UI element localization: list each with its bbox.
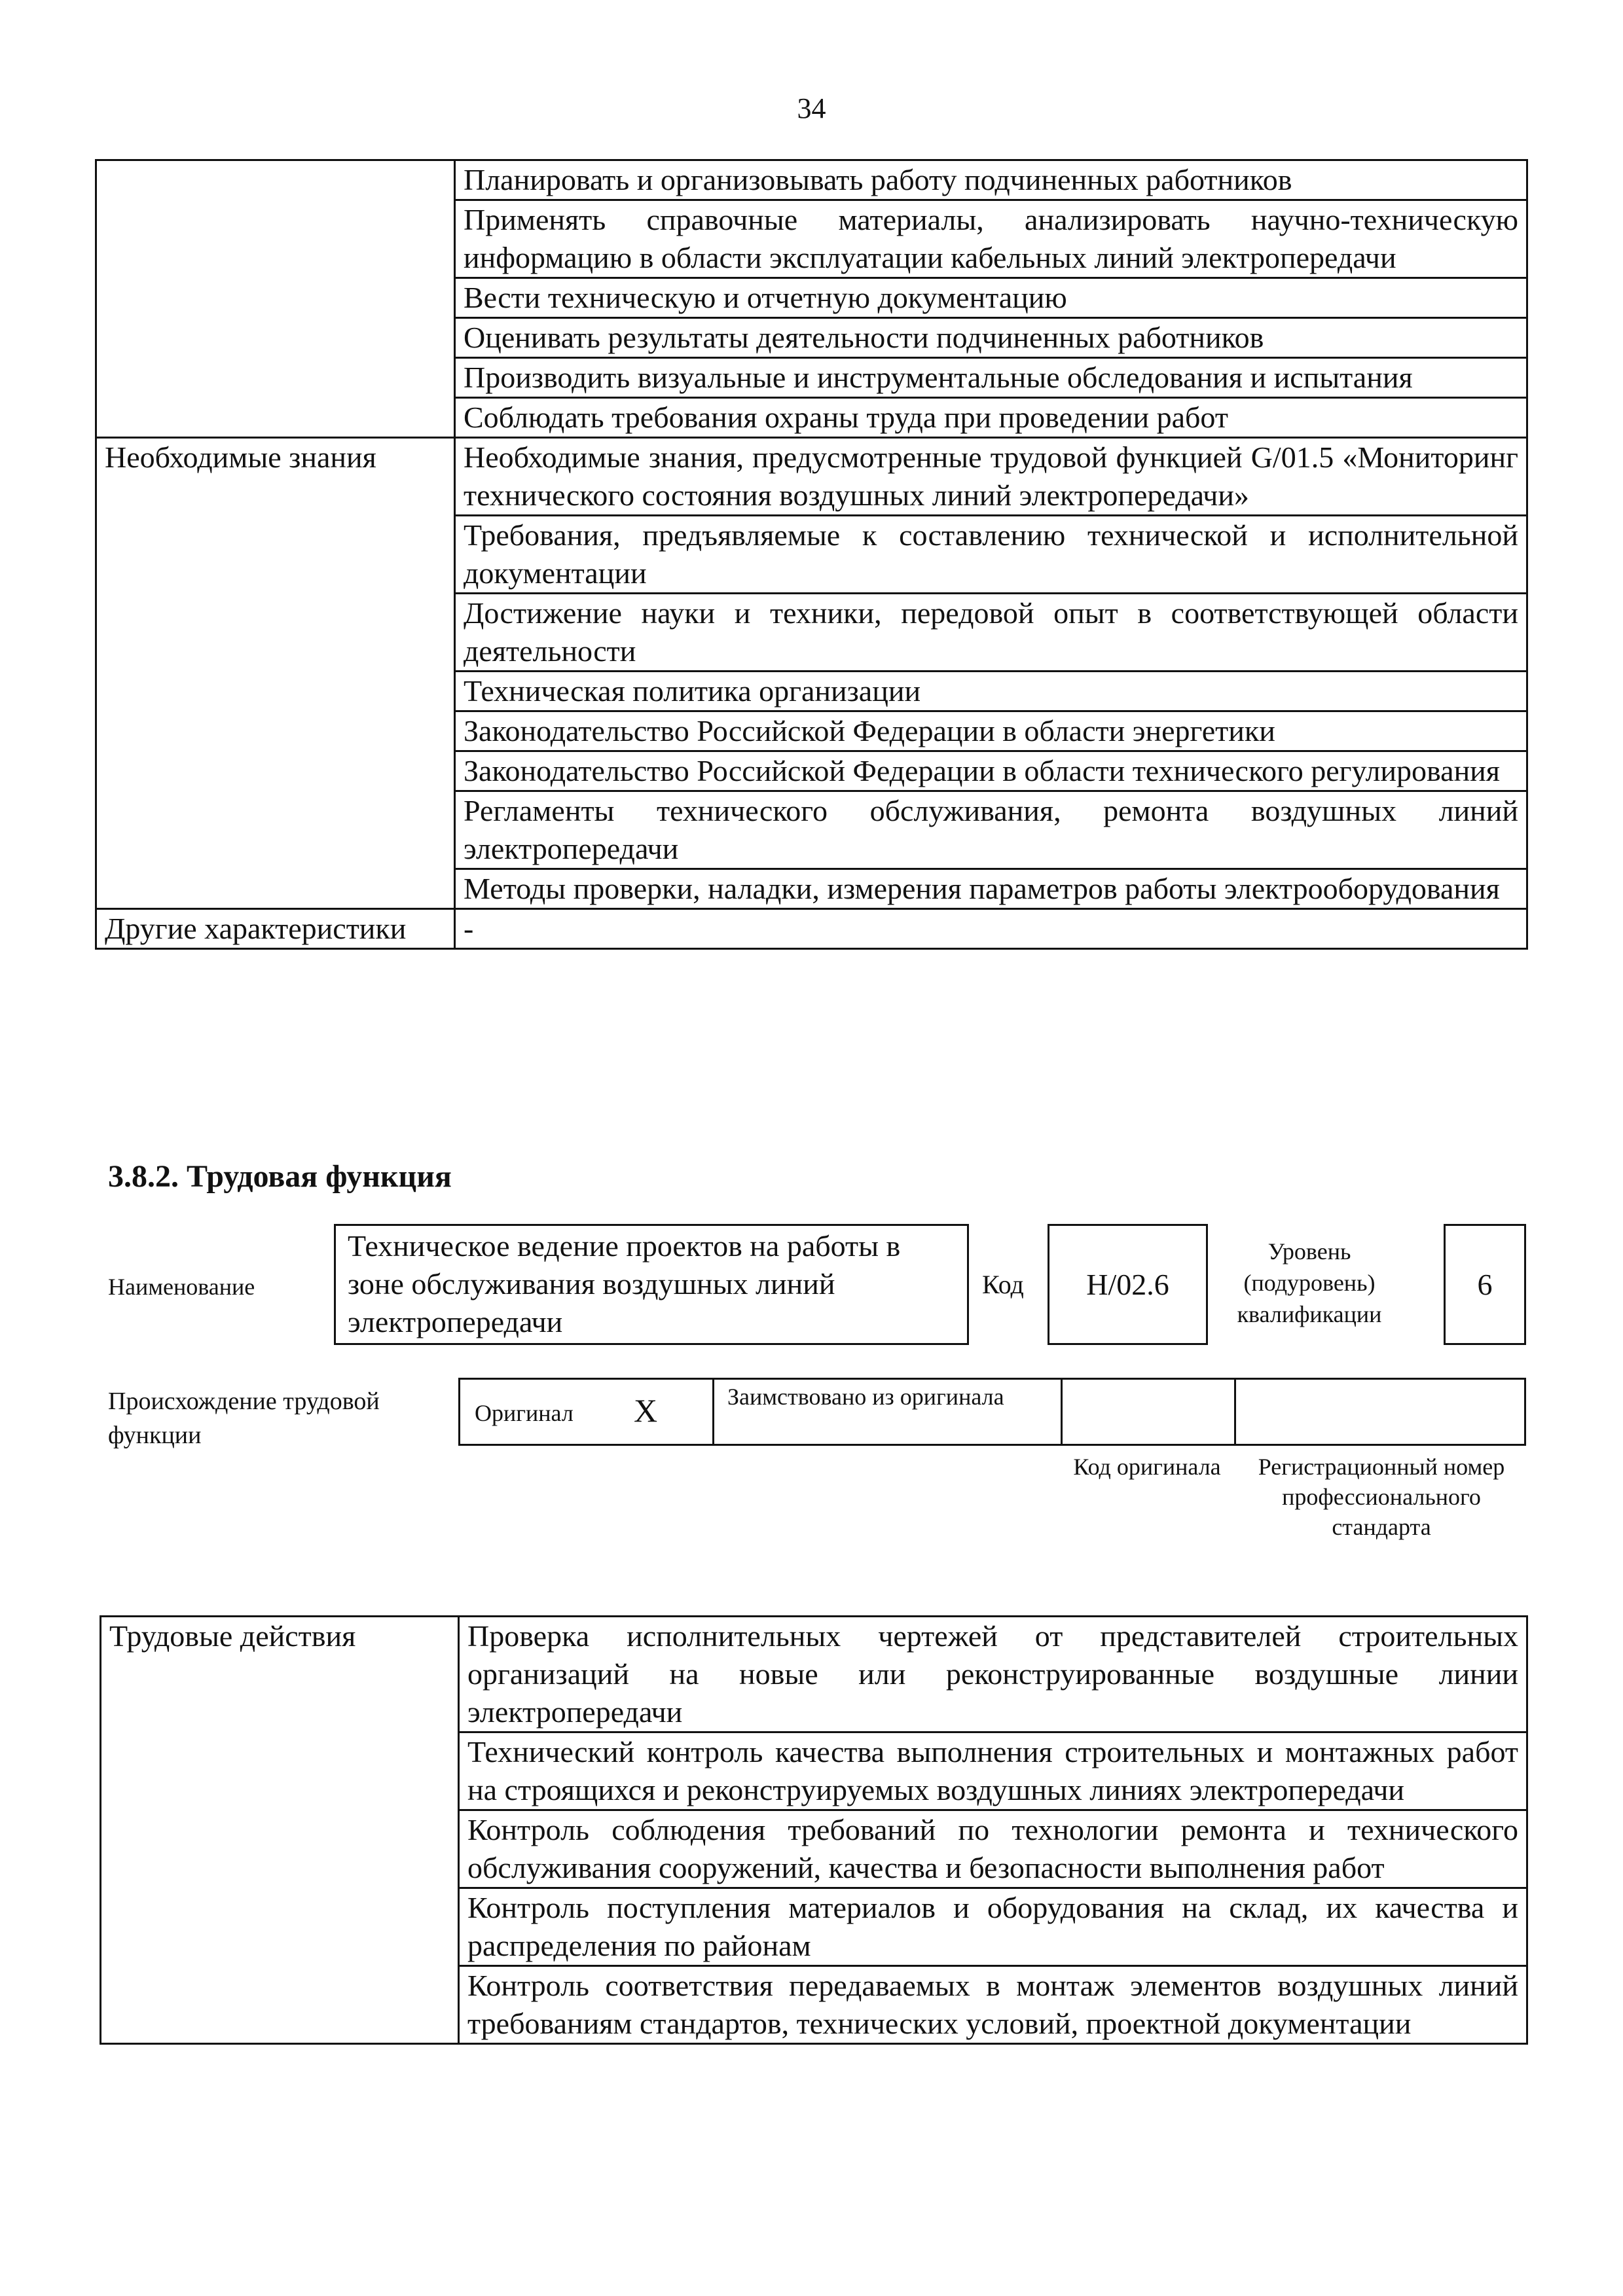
- knowledge-item: Регламенты технического обслуживания, ремонта воздушных линий электропередачи: [455, 791, 1527, 869]
- knowledge-item: Достижение науки и техники, передовой опыт в соответствующей области деятельности: [455, 594, 1527, 672]
- table-row: [101, 1617, 1527, 1732]
- caption-registration-number: Регистрационный номер профессионального стандарта: [1258, 1454, 1505, 1540]
- page-number: 34: [797, 92, 826, 124]
- labor-action-item: Контроль поступления материалов и оборудования на склад, их качества и распределения по районам: [459, 1888, 1527, 1966]
- knowledge-item: Требования, предъявляемые к составлению технической и исполнительной документации: [455, 516, 1527, 594]
- table-row: [96, 438, 1527, 516]
- skill-item: Планировать и организовывать работу подчиненных работников: [455, 160, 1527, 200]
- table-row: [96, 160, 1527, 200]
- knowledge-item: Законодательство Российской Федерации в области энергетики: [455, 711, 1527, 751]
- function-code-box: H/02.6: [1048, 1224, 1208, 1345]
- labor-action-item: Контроль соблюдения требований по технологии ремонта и технического обслуживания сооружений, качества и безопасности выполнения работ: [459, 1810, 1527, 1888]
- origin-original-mark: X: [634, 1392, 658, 1429]
- skills-label-cell: [96, 160, 455, 438]
- code-label: Код: [982, 1270, 1024, 1299]
- skills-knowledge-table: [95, 159, 1528, 950]
- qualification-level-box: 6: [1444, 1224, 1526, 1345]
- name-label: Наименование: [108, 1274, 255, 1300]
- knowledge-label: Необходимые знания: [96, 438, 455, 909]
- labor-action-item: Проверка исполнительных чертежей от представителей строительных организаций на новые или реконструированные воздушные линии электропередачи: [459, 1617, 1527, 1732]
- skill-item: Применять справочные материалы, анализировать научно-техническую информацию в области эксплуатации кабельных линий электропередачи: [455, 200, 1527, 278]
- labor-action-item: Контроль соответствия передаваемых в монтаж элементов воздушных линий требованиям стандартов, технических условий, проектной документации: [459, 1966, 1527, 2044]
- knowledge-item: Законодательство Российской Федерации в области технического регулирования: [455, 751, 1527, 791]
- section-heading: 3.8.2. Трудовая функция: [108, 1159, 452, 1194]
- origin-borrowed-cell: [712, 1380, 1063, 1444]
- skill-item: Оценивать результаты деятельности подчиненных работников: [455, 318, 1527, 358]
- table-row: [96, 909, 1527, 949]
- labor-action-item: Технический контроль качества выполнения строительных и монтажных работ на строящихся и реконструируемых воздушных линиях электропередачи: [459, 1732, 1527, 1810]
- origin-original-label: Оригинал: [475, 1400, 574, 1426]
- labor-actions-label: Трудовые действия: [101, 1617, 459, 2044]
- knowledge-item: Техническая политика организации: [455, 672, 1527, 711]
- knowledge-item: Необходимые знания, предусмотренные трудовой функцией G/01.5 «Мониторинг технического состояния воздушных линий электропередачи»: [455, 438, 1527, 516]
- skill-item: Соблюдать требования охраны труда при проведении работ: [455, 398, 1527, 438]
- origin-label: Происхождение трудовой функции: [108, 1388, 380, 1449]
- qualification-level-label: Уровень (подуровень) квалификации: [1237, 1238, 1382, 1327]
- origin-registration-cell: [1234, 1380, 1530, 1444]
- other-characteristics-label: Другие характеристики: [96, 909, 455, 949]
- origin-code-cell: [1061, 1380, 1236, 1444]
- origin-row: [458, 1378, 1526, 1446]
- labor-actions-table: [100, 1615, 1528, 2045]
- knowledge-item: Методы проверки, наладки, измерения параметров работы электрооборудования: [455, 869, 1527, 909]
- skill-item: Производить визуальные и инструментальные обследования и испытания: [455, 358, 1527, 398]
- other-characteristics-value: -: [455, 909, 1527, 949]
- skill-item: Вести техническую и отчетную документацию: [455, 278, 1527, 318]
- origin-borrowed-label: Заимствовано из оригинала: [727, 1384, 1004, 1410]
- caption-original-code: Код оригинала: [1073, 1454, 1221, 1480]
- function-name-box: Техническое ведение проектов на работы в зоне обслуживания воздушных линий электропередачи: [334, 1224, 969, 1345]
- origin-original-cell: [460, 1380, 712, 1444]
